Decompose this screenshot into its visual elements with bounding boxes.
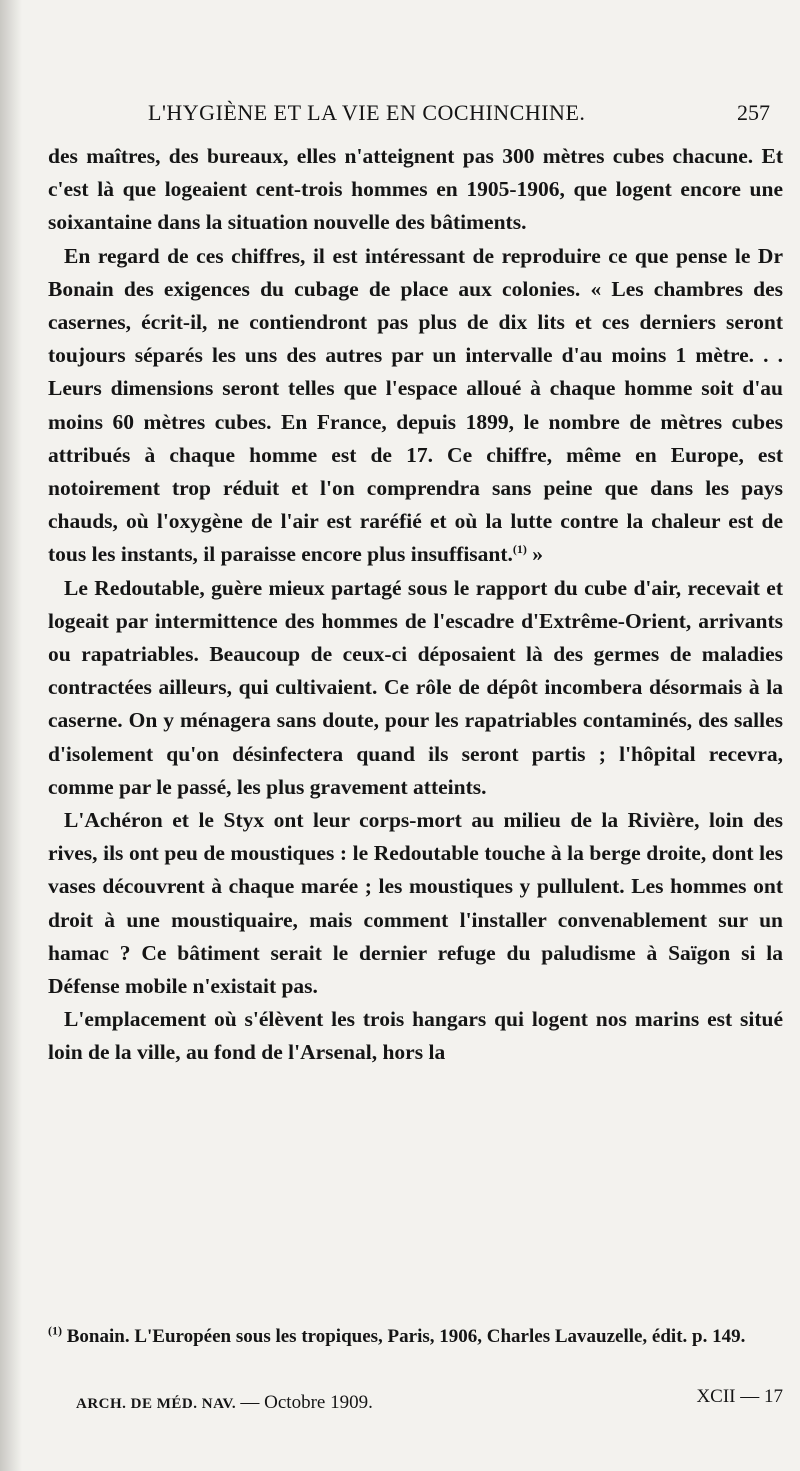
footnote-text: Bonain. L'Européen sous les tropiques, Paris, 1906, Charles Lavauzelle, édit. p. 149. [66,1326,746,1347]
paragraph [48,240,783,572]
footnote-reference: (1) [512,542,527,557]
paragraph: L'Achéron et le Styx ont leur corps-mort au milieu de la Rivière, loin des rives, ils ont peu de moustiques : le Redoutable touche à la berge droite, dont les vases découvrent à chaque marée ; les moustiques y pullulent. Les hommes ont droit à une moustiquaire, mais comment l'installer convenablement sur un hamac ? Ce bâtiment serait le dernier refuge du paludisme à Saïgon si la Défense mobile n'existait pas. [48,808,783,999]
page-number: 257 [737,100,770,125]
page-footer [76,1386,783,1422]
signature-mark: XCII — 17 [696,1386,783,1407]
running-title: L'HYGIÈNE ET LA VIE EN COCHINCHINE. [148,100,586,125]
quote-close: » [526,542,544,567]
imprint [76,1392,373,1414]
scan-shadow [0,0,22,1471]
footnote [48,1322,783,1352]
paragraph: des maîtres, des bureaux, elles n'atteignent pas 300 mètres cubes chacune. Et c'est là que logeaient cent-trois hommes en 1905-1906, que logent encore une soixantaine dans la situation nouvelle des bâtiments. [48,144,783,235]
imprint-journal: ARCH. DE MÉD. NAV. [76,1396,237,1412]
footnote-marker: (1) [48,1323,62,1338]
paragraph: Le Redoutable, guère mieux partagé sous le rapport du cube d'air, recevait et logeait par intermittence des hommes de l'escadre d'Extrême-Orient, arrivants ou rapatriables. Beaucoup de ceux-ci déposaient là des germes de maladies contractées ailleurs, qui cultivaient. Ce rôle de dépôt incombera désormais à la caserne. On y ménagera sans doute, pour les rapatriables contaminés, des salles d'isolement qu'on désinfectera quand ils seront partis ; l'hôpital recevra, comme par le passé, les plus gravement atteints. [48,575,783,799]
imprint-date: — Octobre 1909. [240,1392,373,1413]
body-text [48,140,783,1070]
paragraph: L'emplacement où s'élèvent les trois hangars qui logent nos marins est situé loin de la ville, au fond de l'Arsenal, hors la [48,1007,783,1065]
paragraph-text: En regard de ces chiffres, il est intéressant de reproduire ce que pense le Dr Bonain des exigences du cubage de place aux colonies. « Les chambres des casernes, écrit-il, ne contiendront pas plus de dix lits et ces derniers seront toujours séparés les uns des autres par un intervalle d'au moins 1 mètre. . . Leurs dimensions seront telles que l'espace alloué à chaque homme soit d'au moins 60 mètres cubes. En France, depuis 1899, le nombre de mètres cubes attribués à chaque homme est de 17. Ce chiffre, même en Europe, est notoirement trop réduit et l'on comprendra sans peine que dans les pays chauds, où l'oxygène de l'air est raréfié et où la lutte contre la chaleur est de tous les instants, il paraisse encore plus insuffisant. [48,243,783,567]
page-header [60,100,770,130]
